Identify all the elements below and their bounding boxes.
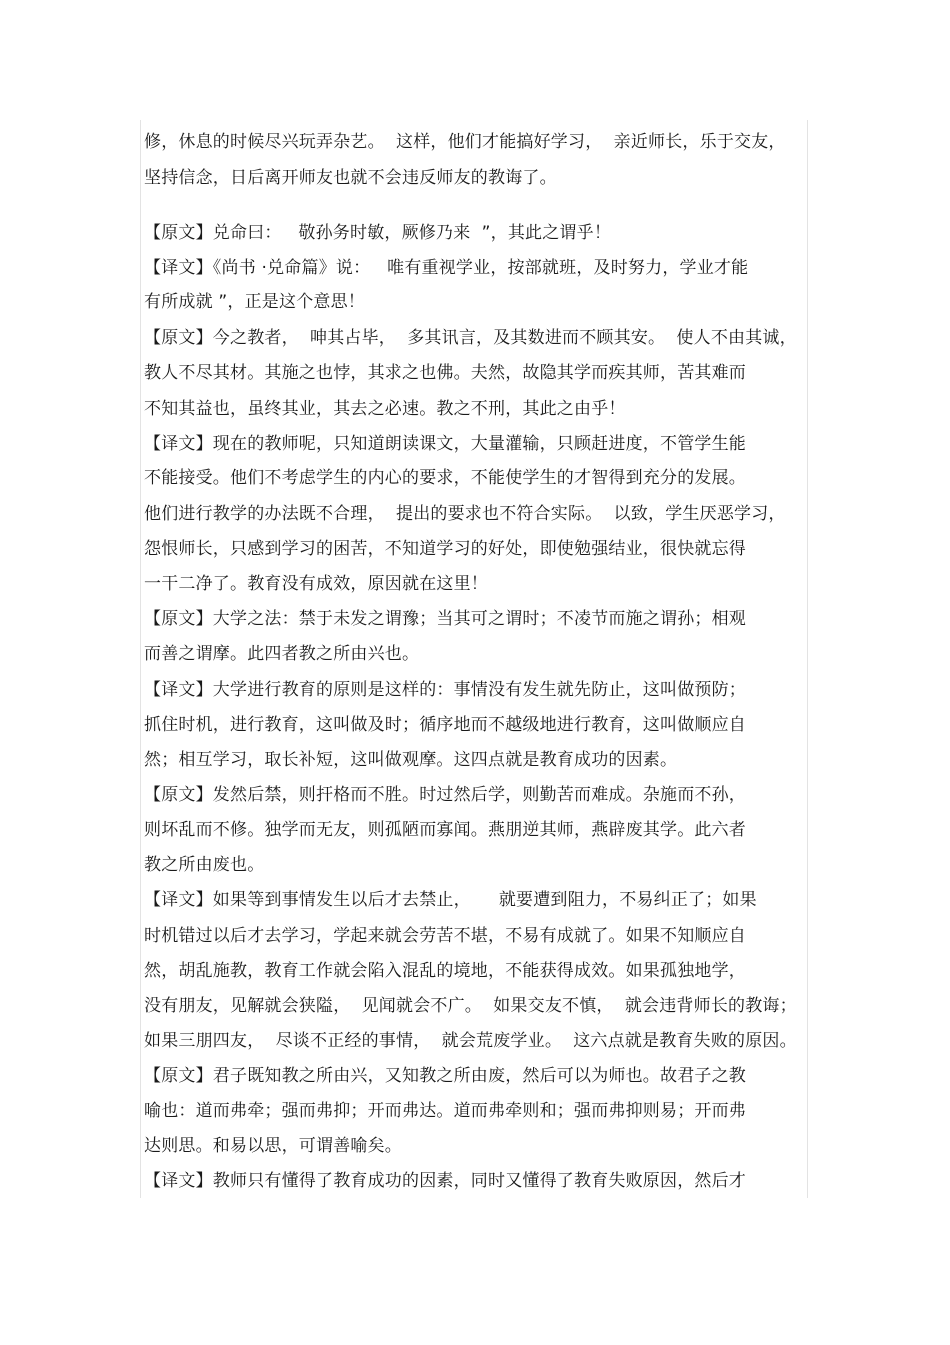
text-line: 坚持信念，日后离开师友也就不会违反师友的教诲了。 [144, 168, 557, 188]
text-line: 【原文】君子既知教之所由兴，又知教之所由废，然后可以为师也。故君子之教 [144, 1066, 746, 1086]
page-right-border [807, 120, 808, 1198]
text-line: 时机错过以后才去学习，学起来就会劳苦不堪，不易有成就了。如果不知顺应自 [144, 926, 746, 946]
text-line: 【原文】发然后禁，则扞格而不胜。时过然后学，则勤苦而难成。杂施而不孙， [144, 785, 746, 805]
text-line: 【译文】《尚书 ·兑命篇》说： 唯有重视学业，按部就班，及时努力，学业才能 [144, 258, 749, 278]
text-line: 没有朋友，见解就会狭隘， 见闻就会不广。 如果交友不慎， 就会违背师长的教诲； [144, 996, 797, 1016]
text-line: 教之所由废也。 [144, 855, 265, 875]
text-line: 抓住时机，进行教育，这叫做及时；循序地而不越级地进行教育，这叫做顺应自 [144, 715, 746, 735]
text-line: 修，休息的时候尽兴玩弄杂艺。 这样，他们才能搞好学习， 亲近师长，乐于交友， [144, 132, 786, 152]
text-line: 【译文】现在的教师呢，只知道朗读课文，大量灌输，只顾赶进度，不管学生能 [144, 434, 746, 454]
text-line: 一干二净了。教育没有成效，原因就在这里！ [144, 574, 488, 594]
text-line: 不知其益也，虽终其业，其去之必速。教之不刑，其此之由乎！ [144, 399, 626, 419]
text-line: 如果三朋四友， 尽谈不正经的事情， 就会荒废学业。 这六点就是教育失败的原因。 [144, 1031, 797, 1051]
text-line: 然，胡乱施教，教育工作就会陷入混乱的境地，不能获得成效。如果孤独地学， [144, 961, 746, 981]
text-line: 【原文】今之教者， 呻其占毕， 多其讯言，及其数进而不顾其安。 使人不由其诚， [144, 328, 797, 348]
text-line: 他们进行教学的办法既不合理， 提出的要求也不符合实际。 以致，学生厌恶学习， [144, 504, 786, 524]
text-line: 教人不尽其材。其施之也悖，其求之也佛。夫然，故隐其学而疾其师，苦其难而 [144, 363, 746, 383]
text-line: 则坏乱而不修。独学而无友，则孤陋而寡闻。燕朋逆其师，燕辟废其学。此六者 [144, 820, 746, 840]
text-line: 达则思。和易以思，可谓善喻矣。 [144, 1136, 402, 1156]
text-line: 有所成就 ”，正是这个意思！ [144, 292, 366, 312]
page-left-border [140, 120, 141, 1198]
text-line: 【译文】如果等到事情发生以后才去禁止， 就要遭到阻力，不易纠正了；如果 [144, 890, 757, 910]
text-line: 然；相互学习，取长补短，这叫做观摩。这四点就是教育成功的因素。 [144, 750, 678, 770]
text-line: 而善之谓摩。此四者教之所由兴也。 [144, 644, 420, 664]
text-line: 【译文】教师只有懂得了教育成功的因素，同时又懂得了教育失败原因，然后才 [144, 1171, 746, 1191]
text-line: 怨恨师长，只感到学习的困苦，不知道学习的好处，即使勉强结业，很快就忘得 [144, 539, 746, 559]
text-line: 【原文】兑命曰： 敬孙务时敏，厥修乃来 ”，其此之谓乎！ [144, 223, 612, 243]
text-line: 喻也：道而弗牵；强而弗抑；开而弗达。道而弗牵则和；强而弗抑则易；开而弗 [144, 1101, 746, 1121]
text-line: 不能接受。他们不考虑学生的内心的要求，不能使学生的才智得到充分的发展。 [144, 468, 746, 488]
text-line: 【原文】大学之法：禁于未发之谓豫；当其可之谓时；不凌节而施之谓孙；相观 [144, 609, 746, 629]
text-line: 【译文】大学进行教育的原则是这样的：事情没有发生就先防止，这叫做预防； [144, 680, 746, 700]
